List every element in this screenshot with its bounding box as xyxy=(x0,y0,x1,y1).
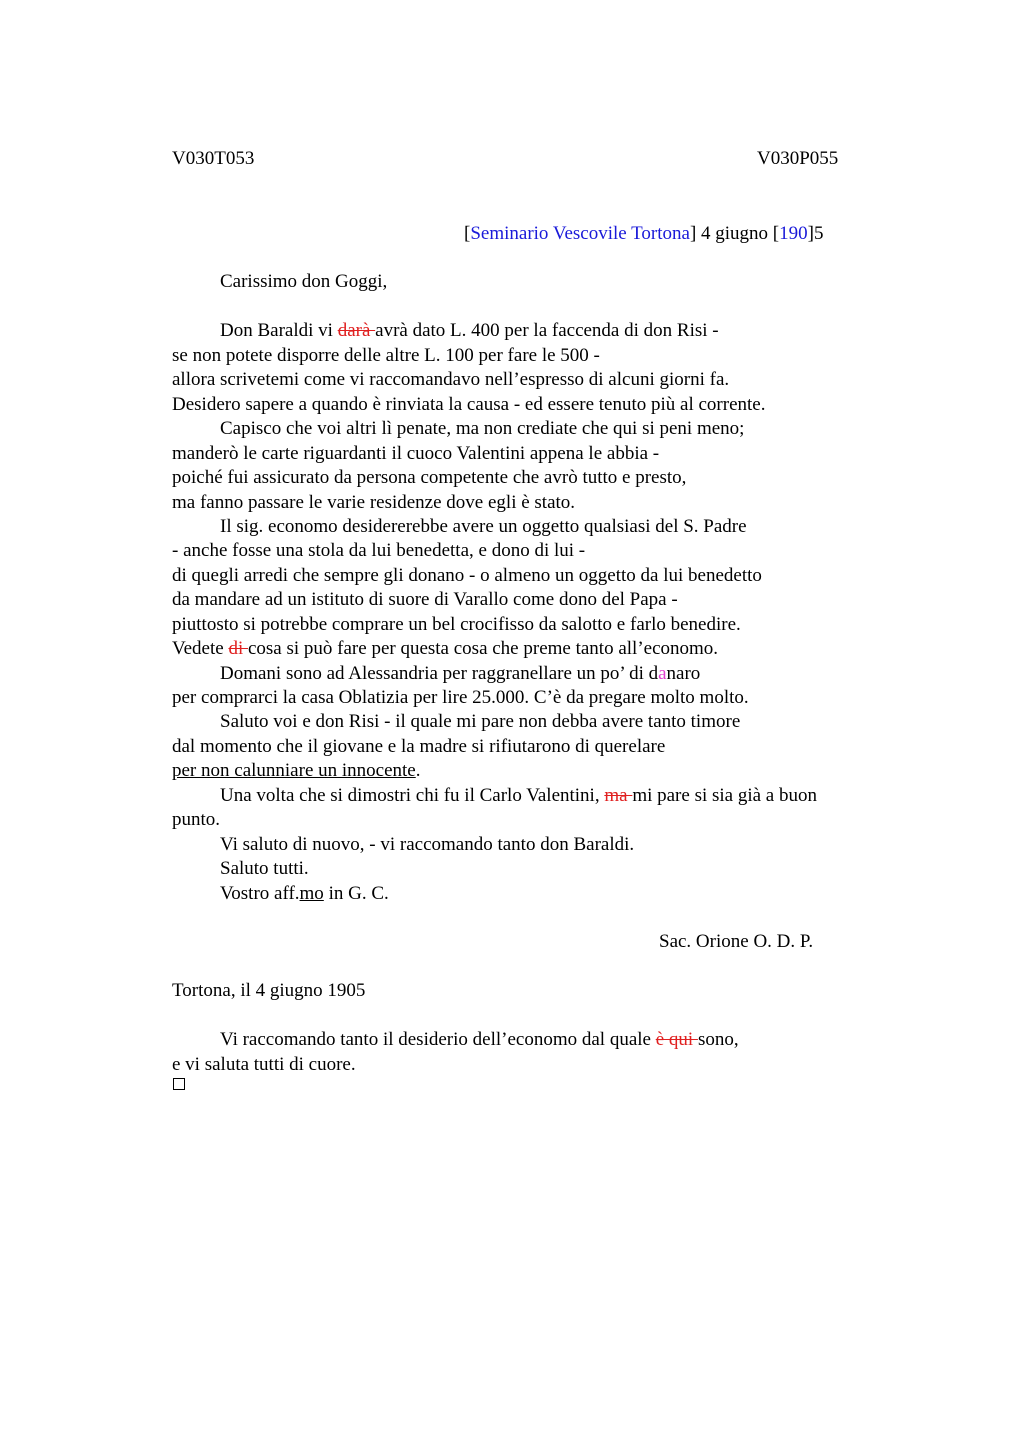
body-line-16: per comprarci la casa Oblatizia per lire 25.000. C’è da pregare molto molto. xyxy=(172,687,749,708)
dateline-year-part: 190 xyxy=(779,223,808,244)
body-line-20 xyxy=(220,784,817,808)
body-line-6: manderò le carte riguardanti il cuoco Valentini appena le abbia - xyxy=(172,443,660,464)
deleted-text: è qui xyxy=(655,1029,698,1050)
dateline-close: ]5 xyxy=(807,223,824,244)
body-line-23: Saluto tutti. xyxy=(220,858,309,879)
body-line-21: punto. xyxy=(172,809,221,830)
body-line-7: poiché fui assicurato da persona competente che avrò tutto e presto, xyxy=(172,467,687,488)
underlined-text: mo xyxy=(299,883,324,904)
text-segment: . xyxy=(415,760,421,781)
postscript-line-1 xyxy=(220,1028,739,1052)
text-segment: Una volta che si dimostri chi fu il Carlo Valentini, xyxy=(220,785,605,806)
dateline xyxy=(464,222,823,246)
deleted-text: di xyxy=(228,638,248,659)
underlined-text: per non calunniare un innocente xyxy=(172,760,416,781)
body-line-3: allora scrivetemi come vi raccomandavo nell’espresso di alcuni giorni fa. xyxy=(172,369,730,390)
salutation: Carissimo don Goggi, xyxy=(220,271,388,292)
text-segment: Vi raccomando tanto il desiderio dell’economo dal quale xyxy=(220,1029,656,1050)
text-segment: Don Baraldi vi xyxy=(220,320,338,341)
text-segment: naro xyxy=(666,663,701,684)
text-segment: cosa si può fare per questa cosa che preme tanto all’economo. xyxy=(247,638,719,659)
body-line-4: Desidero sapere a quando è rinviata la causa - ed essere tenuto più al corrente. xyxy=(172,394,766,415)
body-line-12: da mandare ad un istituto di suore di Varallo come dono del Papa - xyxy=(172,589,678,610)
body-line-1 xyxy=(220,319,719,343)
text-segment: in G. C. xyxy=(323,883,389,904)
dateline-place: Seminario Vescovile Tortona xyxy=(470,223,690,244)
dateline-open-bracket: [ xyxy=(464,223,471,244)
body-line-13: piuttosto si potrebbe comprare un bel crocifisso da salotto e farlo benedire. xyxy=(172,614,741,635)
text-segment: sono, xyxy=(697,1029,739,1050)
body-line-5: Capisco che voi altri lì penate, ma non crediate che qui si peni meno; xyxy=(220,418,745,439)
signature: Sac. Orione O. D. P. xyxy=(659,931,814,952)
deleted-text: darà xyxy=(337,320,376,341)
body-line-22: Vi saluto di nuovo, - vi raccomando tanto don Baraldi. xyxy=(220,834,635,855)
end-box-icon xyxy=(173,1078,185,1090)
text-segment: Vostro aff. xyxy=(220,883,300,904)
deleted-text: ma xyxy=(604,785,633,806)
body-line-10: - anche fosse una stola da lui benedetta, e dono di lui - xyxy=(172,540,586,561)
body-line-14 xyxy=(172,637,718,661)
body-line-8: ma fanno passare le varie residenze dove egli è stato. xyxy=(172,492,576,513)
body-line-11: di quegli arredi che sempre gli donano - o almeno un oggetto da lui benedetto xyxy=(172,565,762,586)
left-code: V030T053 xyxy=(172,148,255,169)
corrected-letter: a xyxy=(658,663,667,684)
body-line-24 xyxy=(220,882,389,906)
postscript-line-2: e vi saluta tutti di cuore. xyxy=(172,1054,356,1075)
body-line-17: Saluto voi e don Risi - il quale mi pare non debba avere tanto timore xyxy=(220,711,741,732)
right-code: V030P055 xyxy=(757,148,839,169)
text-segment: Vedete xyxy=(172,638,229,659)
text-segment: avrà dato L. 400 per la faccenda di don Risi - xyxy=(375,320,719,341)
text-segment: Domani sono ad Alessandria per raggranellare un po’ di d xyxy=(220,663,659,684)
body-line-9: Il sig. economo desidererebbe avere un oggetto qualsiasi del S. Padre xyxy=(220,516,747,537)
text-segment: mi pare si sia già a buon xyxy=(632,785,817,806)
body-line-15 xyxy=(220,662,700,686)
dateline-mid: ] 4 giugno [ xyxy=(689,223,780,244)
body-line-2: se non potete disporre delle altre L. 100 per fare le 500 - xyxy=(172,345,600,366)
body-line-18: dal momento che il giovane e la madre si rifiutarono di querelare xyxy=(172,736,666,757)
body-line-19 xyxy=(172,759,420,783)
place-date: Tortona, il 4 giugno 1905 xyxy=(172,980,366,1001)
